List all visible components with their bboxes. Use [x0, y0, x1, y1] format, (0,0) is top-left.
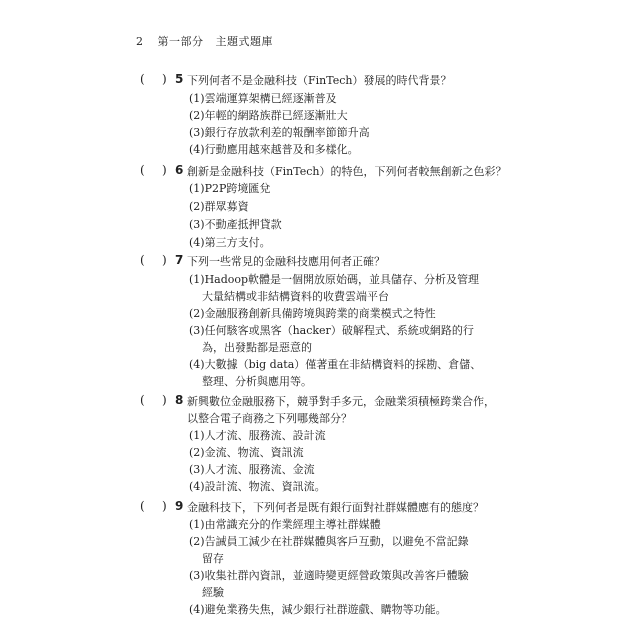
option-2: (2)群眾募資	[189, 200, 249, 213]
question-stem-line2: 以整合電子商務之下列哪幾部分？	[187, 412, 352, 425]
question-number: 5	[175, 72, 184, 86]
question-stem: 創新是金融科技（FinTech）的特色，下列何者較無創新之色彩？	[187, 165, 507, 178]
answer-blank-open[interactable]: (	[140, 499, 145, 513]
option-1: (1)人才流、服務流、設計流	[189, 429, 326, 442]
question-number: 7	[175, 253, 184, 267]
section-title: 主題式題庫	[215, 35, 273, 48]
option-2: (2)金流、物流、資訊流	[189, 446, 304, 459]
option-text-continued: 整理、分析與應用等。	[202, 375, 312, 388]
page-header	[136, 33, 273, 49]
answer-blank-close: )	[162, 499, 167, 513]
option-1: (1)P2P跨境匯兌	[189, 182, 271, 195]
question-number: 9	[175, 499, 184, 513]
answer-blank-open[interactable]: (	[140, 163, 145, 177]
option-text: (3)收集社群內資訊，並適時變更經營政策與改善客戶體驗	[189, 569, 469, 582]
option-1: (1)雲端運算架構已經逐漸普及	[189, 92, 337, 105]
option-text-continued: 經驗	[202, 586, 224, 599]
part-label: 第一部分	[157, 35, 204, 48]
question-stem: 下列一些常見的金融科技應用何者正確？	[187, 255, 385, 268]
question-stem	[187, 393, 495, 427]
option-text-continued: 為，出發點都是惡意的	[202, 341, 312, 354]
option-2	[189, 533, 499, 567]
option-4: (4)行動應用越來越普及和多樣化。	[189, 143, 359, 156]
question-stem: 下列何者不是金融科技（FinTech）發展的時代背景？	[187, 74, 452, 87]
option-3: (3)人才流、服務流、金流	[189, 463, 315, 476]
answer-blank-close: )	[162, 163, 167, 177]
answer-blank-close: )	[162, 72, 167, 86]
answer-blank-open[interactable]: (	[140, 393, 145, 407]
option-text: (2)金融服務創新具備跨境與跨業的商業模式之特性	[189, 307, 436, 320]
option-text: (4)避免業務失焦，減少銀行社群遊戲、購物等功能。	[189, 603, 447, 616]
question-number: 8	[175, 393, 184, 407]
option-4: (4)設計流、物流、資訊流。	[189, 480, 326, 493]
option-text-continued: 留存	[202, 552, 224, 565]
page-number: 2	[136, 35, 144, 48]
option-text: (4)大數據（big data）僅著重在非結構資料的採勘、倉儲、	[189, 358, 482, 371]
question-stem: 金融科技下，下列何者是既有銀行面對社群媒體應有的態度？	[187, 501, 484, 514]
option-3: (3)銀行存放款利差的報酬率節節升高	[189, 126, 370, 139]
option-text: (3)任何駭客或黑客（hacker）破解程式、系統或網路的行	[189, 324, 474, 337]
option-text: (2)告誡員工減少在社群媒體與客戶互動，以避免不當記錄	[189, 535, 469, 548]
question-number: 6	[175, 163, 184, 177]
answer-blank-close: )	[162, 253, 167, 267]
answer-blank-open[interactable]: (	[140, 253, 145, 267]
option-3	[189, 322, 499, 356]
question-stem-line1: 新興數位金融服務下，競爭對手多元，金融業須積極跨業合作，	[187, 395, 495, 408]
option-1	[189, 271, 499, 305]
option-2	[189, 305, 499, 322]
option-2: (2)年輕的網路族群已經逐漸壯大	[189, 109, 348, 122]
answer-blank-close: )	[162, 393, 167, 407]
option-4: (4)第三方支付。	[189, 236, 271, 249]
option-1	[189, 516, 499, 533]
option-3: (3)不動產抵押貸款	[189, 218, 282, 231]
option-3	[189, 567, 499, 601]
option-4	[189, 601, 499, 618]
option-4	[189, 356, 499, 390]
option-text: (1)由常識充分的作業經理主導社群媒體	[189, 518, 381, 531]
answer-blank-open[interactable]: (	[140, 72, 145, 86]
option-text-continued: 大量結構或非結構資料的收費雲端平台	[202, 290, 389, 303]
option-text: (1)Hadoop軟體是一個開放原始碼，並具儲存、分析及管理	[189, 273, 480, 286]
